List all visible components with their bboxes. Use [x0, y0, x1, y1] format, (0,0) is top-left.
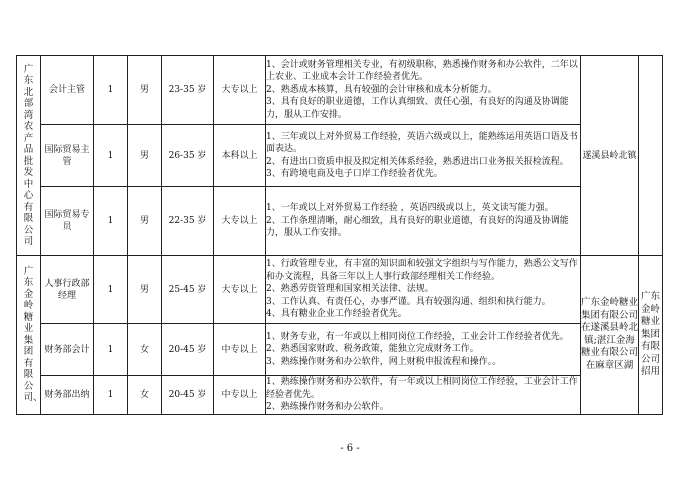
work-address: 广东金岭糖业集团有限公司在遂溪县岭北镇;湛江金海糖业有限公司在麻章区湖: [581, 256, 639, 415]
requirement-line: 3、有跨境电商及电子口岸工作经验者优先。: [266, 169, 443, 179]
job-gender: 男: [128, 56, 162, 125]
requirement-line: 4、具有糖业企业工作经验者优先。: [266, 309, 407, 320]
table-row: [17, 256, 663, 324]
table-row: [17, 376, 663, 415]
company-name-cell: 广东金岭糖业集团有限公司、: [17, 256, 41, 415]
job-age: 26-35 岁: [162, 125, 214, 187]
job-requirements: [266, 256, 581, 324]
requirement-line: 1、行政管理专业，有丰富的知识面和较强文字组织与写作能力，熟悉公文写作和办文流程，具备三年以上人事行政部经理相关工作经验。: [266, 259, 578, 282]
job-age: 20-45 岁: [162, 376, 214, 415]
requirement-line: 3、工作认真、有责任心，办事严谨。具有较强沟通、组织和执行能力。: [266, 296, 551, 307]
job-requirements: [266, 125, 581, 187]
requirement-line: 2、熟悉成本核算，具有较强的会计审核和成本分析能力。: [266, 84, 497, 95]
job-education: 中专以上: [214, 376, 266, 415]
job-gender: 男: [128, 256, 162, 324]
job-age: 20-45 岁: [162, 324, 214, 376]
job-count: 1: [94, 125, 128, 187]
job-table: [16, 55, 663, 415]
job-gender: 男: [128, 125, 162, 187]
table-row: [17, 187, 663, 256]
job-requirements: [266, 376, 581, 415]
job-count: 1: [94, 324, 128, 376]
company-name-cell: 广东北部湾农产品批发中心有限公司: [17, 56, 41, 256]
requirement-line: 1、一年或以上对外贸易工作经验 ，英语四级或以上，英文读写能力强。: [266, 203, 554, 214]
job-count: 1: [94, 56, 128, 125]
job-requirements: [266, 187, 581, 256]
requirement-line: 1、财务专业，有一年或以上相同岗位工作经验，工业会计工作经验者优先。: [266, 331, 569, 342]
job-gender: 女: [128, 324, 162, 376]
job-gender: 女: [128, 376, 162, 415]
page-number: - 6 -: [340, 443, 360, 454]
table-row: [17, 324, 663, 376]
job-count: 1: [94, 187, 128, 256]
table-row: [17, 56, 663, 125]
job-gender: 男: [128, 187, 162, 256]
job-title: 国际贸易专员: [41, 187, 94, 256]
job-count: 1: [94, 256, 128, 324]
job-title: 财务部会计: [41, 324, 94, 376]
requirement-line: 1、三年或以上对外贸易工作经验，英语六级或以上，能熟练运用英语口语及书面表达。: [266, 131, 578, 154]
job-education: 中专以上: [214, 324, 266, 376]
requirement-line: 1、熟练操作财务和办公软件，有一年或以上相同岗位工作经验，工业会计工作经验者优先。: [266, 377, 578, 400]
job-education: 大专以上: [214, 256, 266, 324]
job-education: 大专以上: [214, 187, 266, 256]
requirement-line: 2、熟练操作财务和办公软件。: [266, 402, 389, 412]
job-education: 本科以上: [214, 125, 266, 187]
job-title: 国际贸易主管: [41, 125, 94, 187]
job-age: 23-35 岁: [162, 56, 214, 125]
job-title: 会计主管: [41, 56, 94, 125]
job-age: 25-45 岁: [162, 256, 214, 324]
work-address: 遂溪县岭北镇: [581, 56, 639, 256]
empty-cell: [639, 56, 663, 256]
requirement-line: 2、熟悉国家财政、税务政策，能独立完成财务工作。: [266, 344, 479, 355]
job-count: 1: [94, 376, 128, 415]
requirement-line: 2、工作条理清晰，耐心细致，具有良好的职业道德，有良好的沟通及协调能力，服从工作安排。: [266, 215, 569, 239]
recruiter-note: 广东金岭糖业集团有限公司招用: [639, 256, 663, 415]
job-requirements: [266, 56, 581, 125]
job-age: 22-35 岁: [162, 187, 214, 256]
requirement-line: 1、会计或财务管理相关专业，有初级职称，熟悉操作财务和办公软件，二年以上农业、工业成本会计工作经验者优先。: [266, 59, 578, 83]
requirement-line: 3、具有良好的职业道德，工作认真细致、责任心强，有良好的沟通及协调能力，服从工作安排。: [266, 97, 569, 120]
job-requirements: [266, 324, 581, 376]
requirement-line: 3、熟练操作财务和办公软件，网上财税申报流程和操作。。: [266, 356, 502, 367]
job-title: 人事行政部经理: [41, 256, 94, 324]
job-title: 财务部出纳: [41, 376, 94, 415]
requirement-line: 2、熟悉劳资管理和国家相关法律、法规。: [266, 284, 434, 295]
job-education: 大专以上: [214, 56, 266, 125]
requirement-line: 2、有进出口资质申报及拟定相关体系经验，熟悉进出口业务报关报检流程。: [266, 156, 569, 167]
table-row: [17, 125, 663, 187]
